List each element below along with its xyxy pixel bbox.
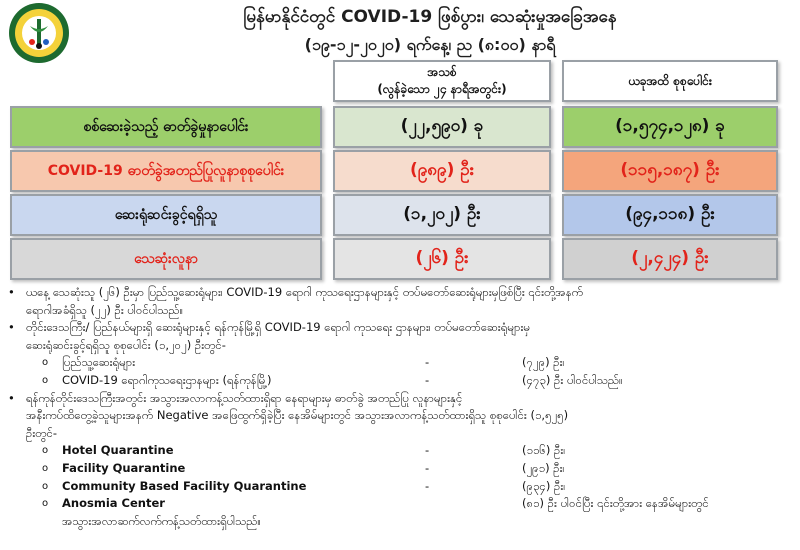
list-item-value: (၄၇၃) ဦး ပါဝင်ပါသည်။ — [522, 372, 623, 387]
row-tests-new-value: (၂၂,၅၉၀) ခု — [400, 115, 484, 136]
list-item-value: (၈၁) ဦး ပါဝင်ပြီး ၎င်းတို့အား နေအိမ်များတွင် — [522, 496, 709, 511]
note-discharge-line2: ဆေးရုံဆင်းခွင့်ရရှိသူ စုစုပေါင်း (၁,၂၀၂) ဦးတွင်- — [26, 337, 226, 352]
list-item-value: (၁၁၆) ဦး၊ — [522, 443, 566, 458]
list-item — [4, 354, 794, 372]
list-item-dash: - — [425, 355, 430, 370]
note-quarantine-line1: • ရန်ကုန်တိုင်းဒေသကြီးအတွင်း အသွားအလာကန့်သတ်ထားရှိရာ နေရာများမှ ဓာတ်ခွဲ အတည်ပြု လူနာများနှင့် — [4, 390, 794, 408]
row-deaths-label — [10, 238, 322, 280]
list-item — [4, 460, 794, 478]
list-item-dash: - — [425, 478, 430, 493]
notes-section — [4, 284, 794, 530]
ministry-logo — [8, 2, 70, 64]
row-tests-total — [562, 106, 778, 148]
note-discharge-line1: • တိုင်းဒေသကြီး/ ပြည်နယ်များရှိ ဆေးရုံများနှင့် ရန်ကုန်မြို့ရှိ COVID-19 ရောဂါ ကုသရေး ဌာနများ၊ တပ်မတော်ဆေးရုံများမှ — [4, 319, 794, 337]
column-header-new-line2: (လွန်ခဲ့သော ၂၄ နာရီအတွင်း) — [377, 82, 507, 96]
column-header-total — [562, 60, 778, 102]
row-discharged-label-text: ဆေးရုံဆင်းခွင့်ရရှိသူ — [114, 206, 218, 223]
row-tests-label-text: စစ်ဆေးခဲ့သည့် ဓာတ်ခွဲမှုနာပေါင်း — [83, 118, 249, 135]
list-item-dash: - — [425, 460, 430, 475]
row-deaths-total — [562, 238, 778, 280]
list-item-value: (၉၃၄) ဦး၊ — [522, 478, 566, 493]
row-tests-new — [333, 106, 551, 148]
list-item-value: (၂၉၁) ဦး၊ — [522, 460, 565, 475]
list-item-name: o Community Based Facility Quarantine — [62, 478, 307, 493]
row-deaths-label-text: သေဆုံးလူနာ — [134, 250, 198, 267]
page-title: မြန်မာနိုင်ငံတွင် COVID-19 ဖြစ်ပွား၊ သေဆုံးမှုအခြေအနေ — [243, 7, 617, 27]
column-header-new-line1: အသစ် — [427, 65, 457, 79]
row-discharged-new-value: (၁,၂၀၂) ဦး — [403, 203, 481, 224]
list-item-value: (၇၂၉) ဦး၊ — [522, 355, 565, 370]
list-item-dash: - — [425, 443, 430, 458]
note-quarantine-line3: ဦးတွင်- — [26, 425, 58, 440]
list-item-name: o Facility Quarantine — [62, 460, 186, 475]
row-deaths-total-value: (၂,၄၂၄) ဦး — [631, 247, 709, 268]
note-deaths-line2: ရောဂါအခံရှိသူ (၂၂) ဦး ပါဝင်ပါသည်။ — [26, 302, 184, 317]
row-discharged-total-value: (၉၄,၁၁၈) ဦး — [625, 203, 715, 224]
list-item — [4, 442, 794, 460]
row-discharged-total — [562, 194, 778, 236]
row-tests-total-value: (၁,၅၇၄,၁၂၈) ခု — [615, 115, 725, 136]
row-confirmed-label-text: COVID-19 ဓာတ်ခွဲအတည်ပြုလူနာစုစုပေါင်း — [47, 162, 285, 179]
note-quarantine-last: အသွားအလာဆက်လက်ကန့်သတ်ထားရှိပါသည်။ — [62, 513, 261, 528]
list-item-dash: - — [425, 372, 430, 387]
list-item-dash — [425, 495, 522, 513]
row-confirmed-new-value: (၉၈၉) ဦး — [409, 159, 475, 180]
column-header-new — [333, 60, 551, 102]
list-item-name: o Anosmia Center — [62, 496, 165, 511]
list-item-name: o Hotel Quarantine — [62, 443, 174, 458]
list-item — [4, 478, 794, 496]
list-item — [4, 495, 794, 513]
note-quarantine-line2: အနီးကပ်ထိတွေ့ခဲ့သူများအနက် Negative အဖြေထွက်ရှိခဲ့ပြီး နေအိမ်များတွင် အသွားအလာကန့်သတ်ထားရှိသူ စုစုပေါင်း (၁,၅၂၅) — [26, 408, 569, 423]
row-tests-label — [10, 106, 322, 148]
list-item — [4, 372, 794, 390]
row-discharged-new — [333, 194, 551, 236]
row-confirmed-new — [333, 150, 551, 192]
row-confirmed-label — [10, 150, 322, 192]
page-subtitle: (၁၉-၁၂-၂၀၂၀) ရက်နေ့၊ ည (၈:၀၀) နာရီ — [304, 35, 556, 54]
row-confirmed-total — [562, 150, 778, 192]
note-deaths-line1: • ယနေ့ သေဆုံးသူ (၂၆) ဦးမှာ ပြည်သူ့ဆေးရုံများ၊ COVID-19 ရောဂါ ကုသရေးဌာနများနှင့် တပ်မတော်ဆေးရုံများမှဖြစ်ပြီး ၎င်းတို့အနက် — [4, 284, 794, 302]
row-confirmed-total-value: (၁၁၅,၁၈၇) ဦး — [620, 159, 720, 180]
column-header-total-label: ယခုအထိ စုစုပေါင်း — [628, 73, 712, 88]
list-item-name: o ပြည်သူ့ဆေးရုံများ — [62, 355, 136, 370]
row-deaths-new-value: (၂၆) ဦး — [415, 247, 469, 268]
list-item-name: o COVID-19 ရောဂါကုသရေးဌာနများ (ရန်ကုန်မြို့) — [62, 372, 272, 387]
row-discharged-label — [10, 194, 322, 236]
row-deaths-new — [333, 238, 551, 280]
